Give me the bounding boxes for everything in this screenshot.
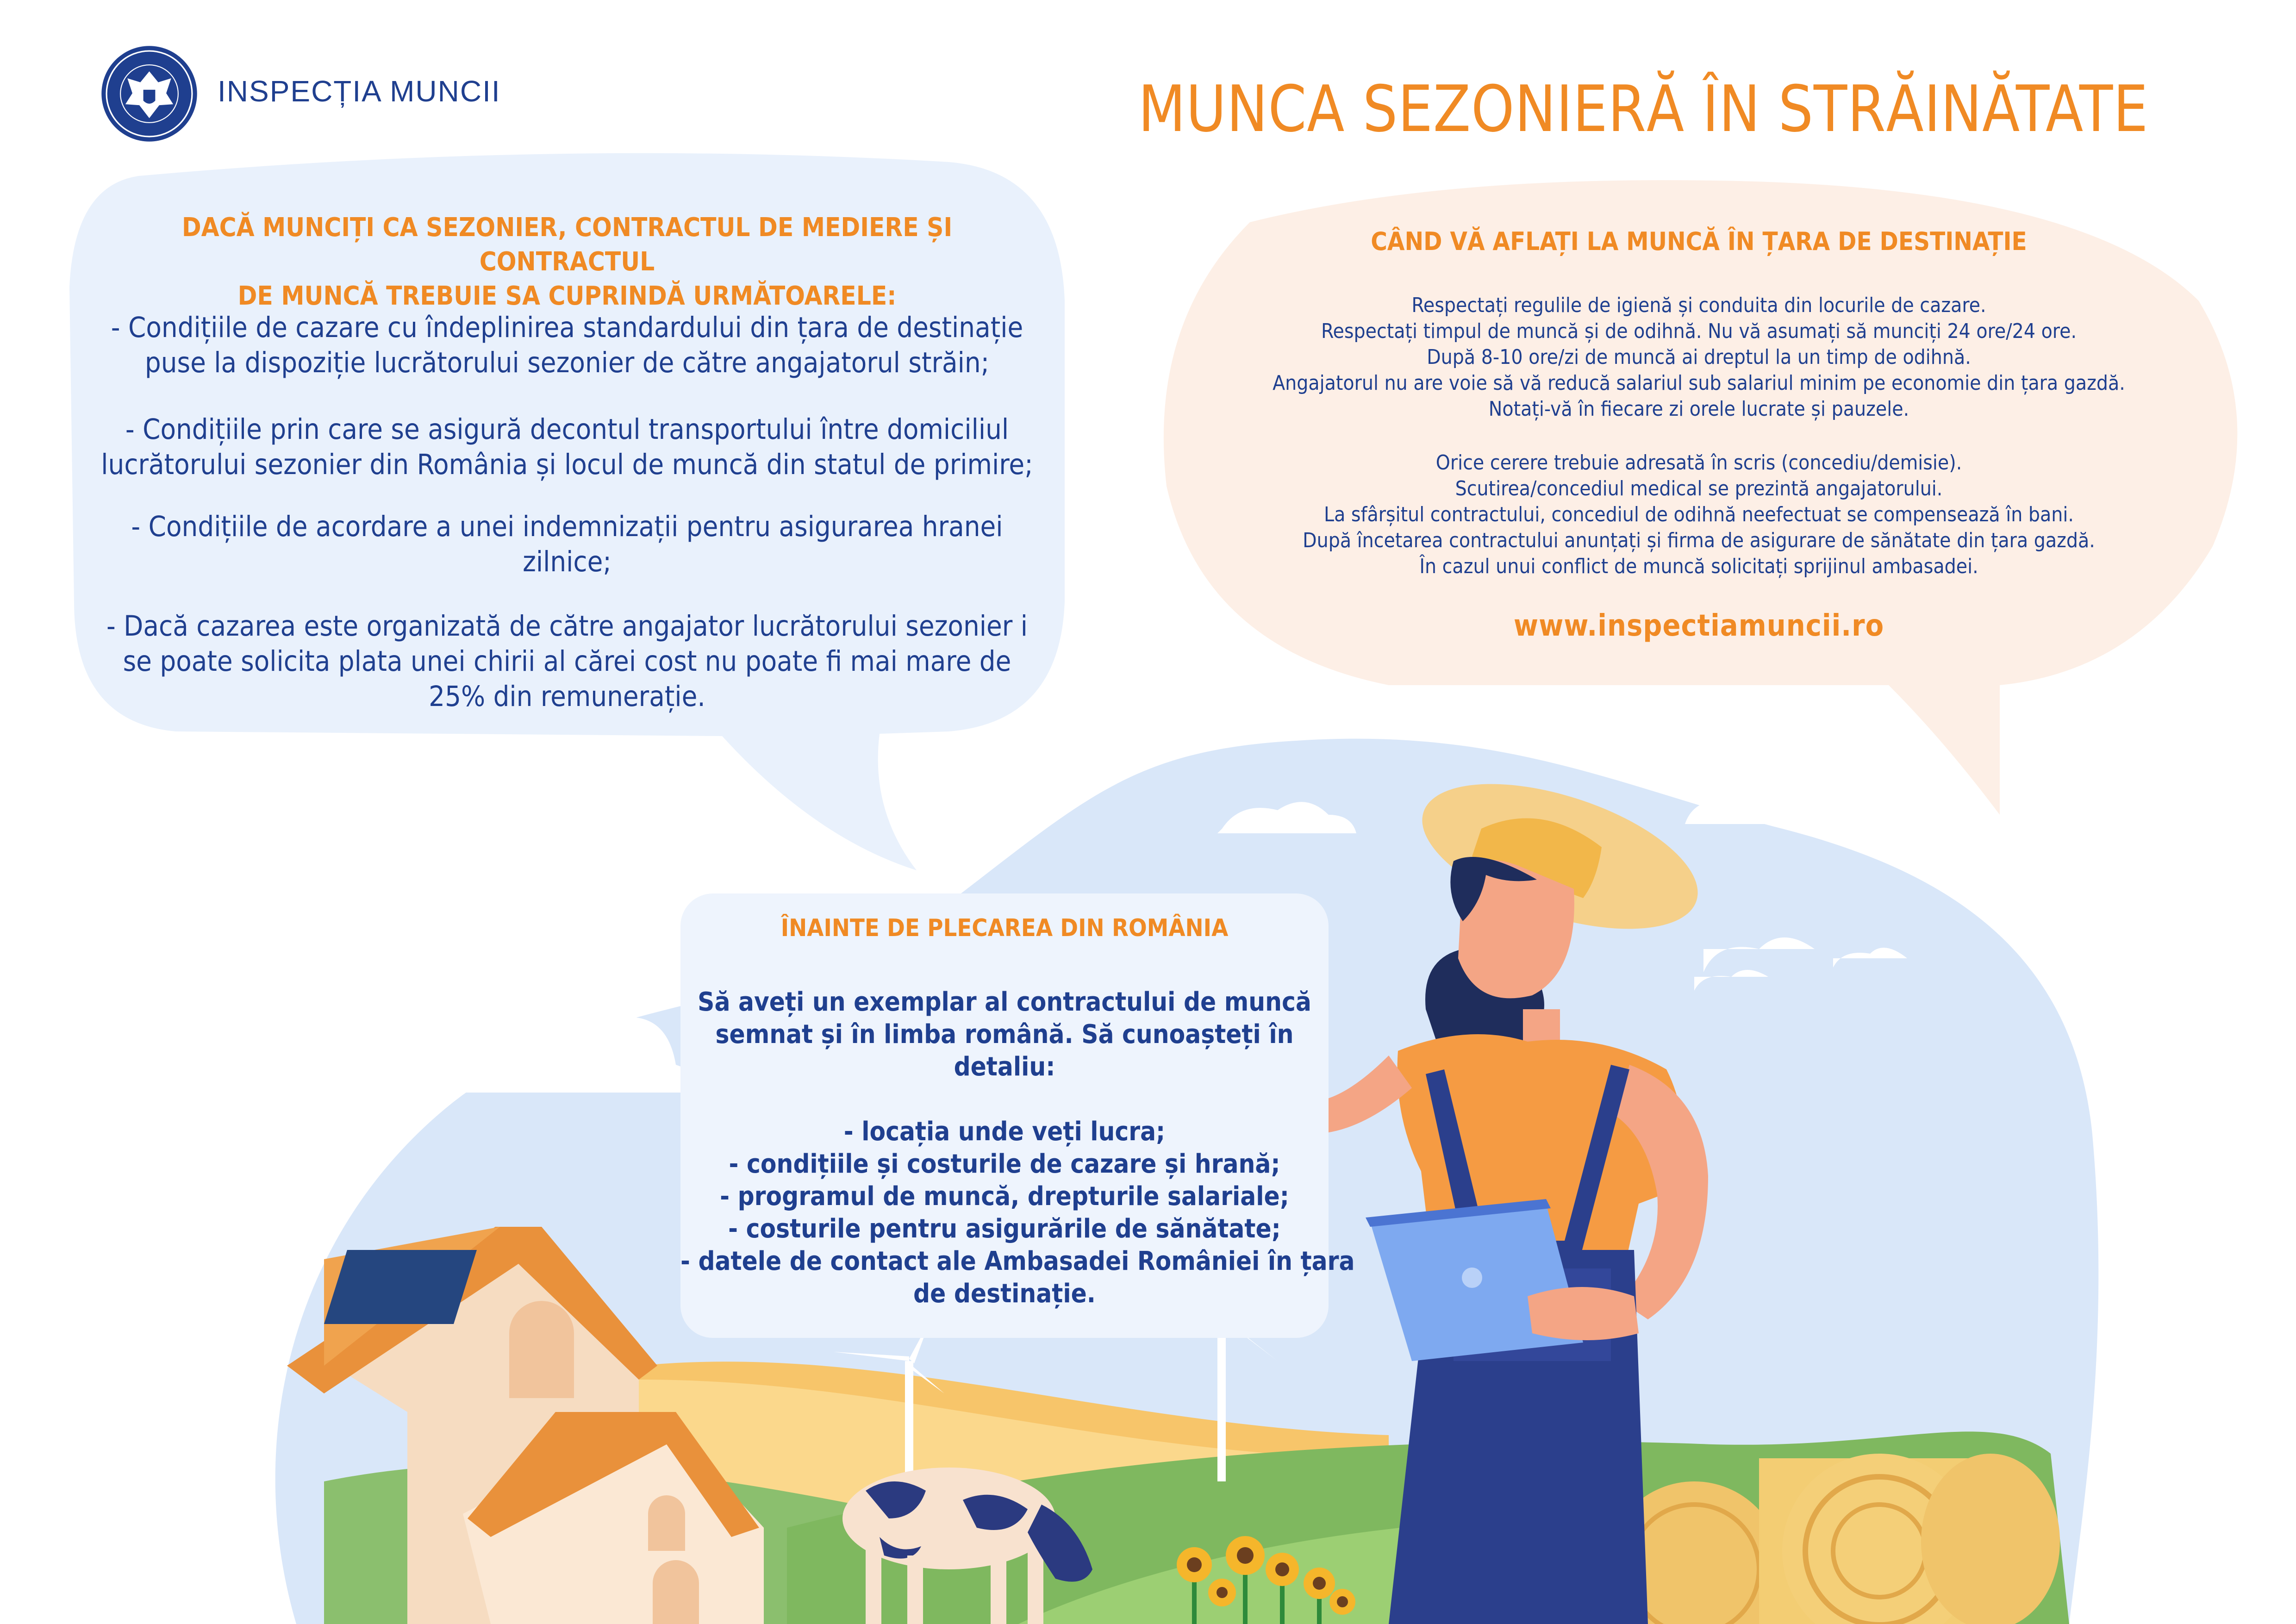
page-title: MUNCA SEZONIERĂ ÎN STRĂINĂTATE [1138,72,2149,146]
rule-line: După încetarea contractului anunțați și firma de asigurare de sănătate din țara gazdă. [1303,529,2095,552]
rule-line: La sfârșitul contractului, concediul de odihnă neefectuat se compensează în bani. [1324,503,2074,526]
rule-line: În cazul unui conflict de muncă solicitați sprijinul ambasadei. [1419,555,1978,578]
requirement-line: zilnice; [523,545,611,578]
intro-line: Să aveți un exemplar al contractului de muncă [698,987,1311,1017]
rule-line: Angajatorul nu are voie să vă reducă salariul sub salariul minim pe economie din țara gazdă. [1273,371,2125,395]
checklist-line: - costurile pentru asigurările de sănătate; [728,1214,1281,1244]
rule-line: Notați-vă în fiecare zi orele lucrate și pauzele. [1488,397,1909,421]
requirement-line: se poate solicita plata unei chirii al cărei cost nu poate fi mai mare de [123,645,1011,678]
left-bubble-title [93,211,1042,313]
organization-name: INSPECȚIA MUNCII [218,75,501,108]
checklist-line: - condițiile și costurile de cazare și hrană; [729,1149,1280,1179]
intro-line: semnat și în limba română. Să cunoașteți în [715,1019,1294,1049]
middle-card-title: ÎNAINTE DE PLECAREA DIN ROMÂNIA [780,914,1229,942]
left-bubble-title-line: DE MUNCĂ TREBUIE SA CUPRINDĂ URMĂTOARELE: [237,281,897,311]
requirement-item [93,509,1042,580]
right-bubble-title: CÂND VĂ AFLAȚI LA MUNCĂ ÎN ȚARA DE DESTINAȚIE [1371,227,2027,256]
rule-line: Orice cerere trebuie adresată în scris (concediu/demisie). [1435,451,1962,475]
requirement-line: - Dacă cazarea este organizată de către angajator lucrătorului sezonier i [106,610,1028,643]
website-link[interactable]: www.inspectiamuncii.ro [1513,609,1884,643]
requirement-line: - Condițiile prin care se asigură decontul transportului între domiciliul [125,413,1009,446]
requirement-item [93,412,1042,482]
requirement-line: puse la dispoziție lucrătorului sezonier de către angajatorul străin; [144,346,990,379]
requirement-line: lucrătorului sezonier din România și locul de muncă din statul de primire; [101,448,1033,481]
government-seal-icon [100,44,199,144]
rule-line: Respectați regulile de igienă și conduita din locurile de cazare. [1411,294,1986,317]
intro-line: detaliu: [954,1052,1055,1082]
requirement-item [93,609,1042,714]
left-bubble-title-line: DACĂ MUNCIȚI CA SEZONIER, CONTRACTUL DE MEDIERE ȘI CONTRACTUL [181,212,953,277]
checklist-line: - programul de muncă, drepturile salariale; [720,1181,1289,1212]
rule-line: Respectați timpul de muncă și de odihnă. Nu vă asumați să munciți 24 ore/24 ore. [1321,319,2077,343]
requirement-item [93,310,1042,381]
requirement-line: - Condițiile de acordare a unei indemnizații pentru asigurarea hranei [131,510,1003,543]
checklist-line: - locația unde veți lucra; [843,1117,1166,1147]
rule-line: Scutirea/concediul medical se prezintă angajatorului. [1455,477,1943,500]
checklist-line: - datele de contact ale Ambasadei României în țara [680,1246,1355,1276]
checklist-line: de destinație. [913,1279,1096,1309]
requirement-line: 25% din remunerație. [429,680,705,713]
rule-line: După 8-10 ore/zi de muncă ai dreptul la un timp de odihnă. [1427,345,1971,369]
requirement-line: - Condițiile de cazare cu îndeplinirea standardului din țara de destinație [111,311,1023,344]
